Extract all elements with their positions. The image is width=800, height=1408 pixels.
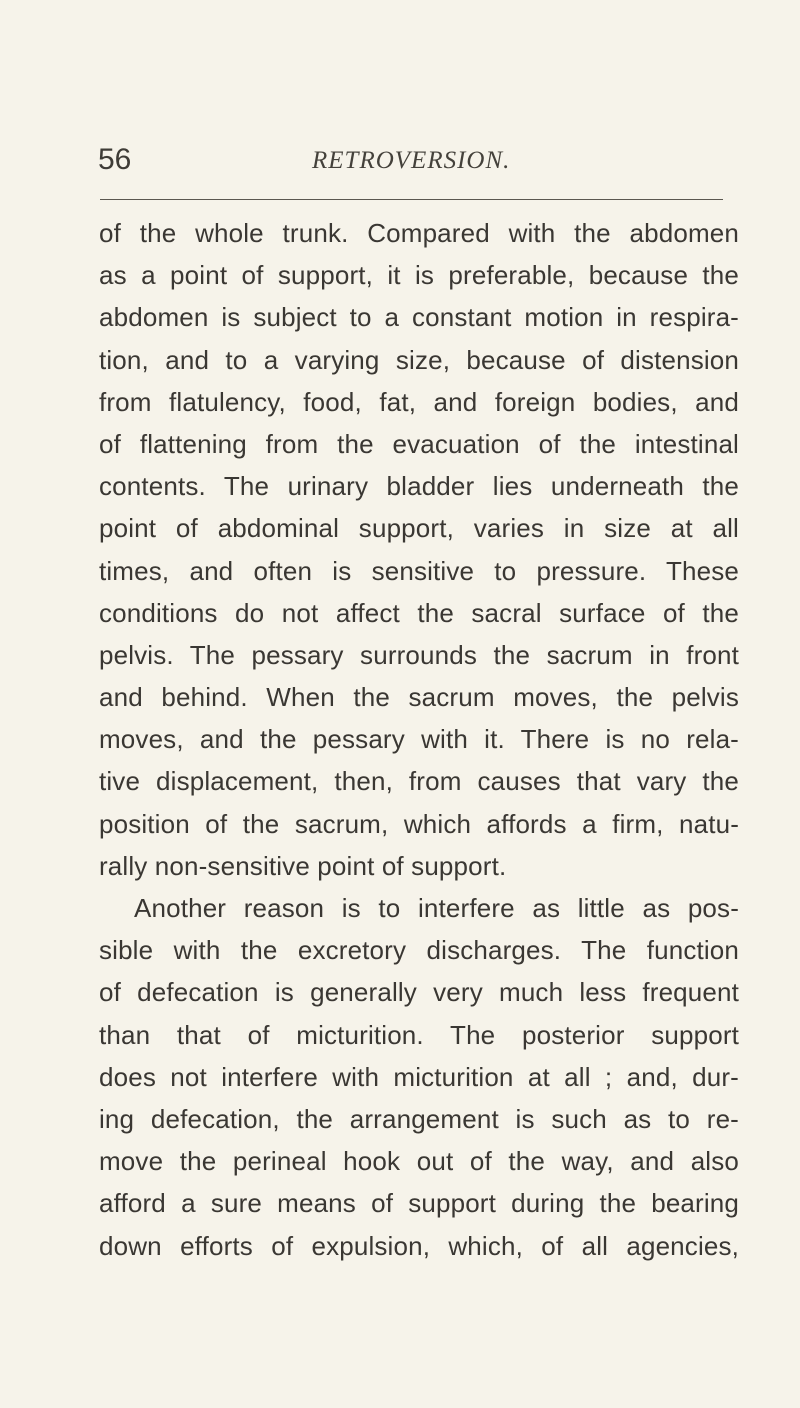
- text-line: position of the sacrum, which affords a firm, natu-: [99, 808, 739, 839]
- page-number: 56: [98, 143, 132, 176]
- text-line: of flattening from the evacuation of the intestinal: [99, 428, 739, 459]
- text-line: tive displacement, then, from causes that vary the: [99, 766, 739, 797]
- text-line: and behind. When the sacrum moves, the pelvis: [99, 682, 739, 713]
- text-line: times, and often is sensitive to pressure. These: [99, 555, 739, 586]
- text-line: from flatulency, food, fat, and foreign bodies, and: [99, 386, 739, 417]
- paragraph-start-line: Another reason is to interfere as little as pos-: [134, 893, 739, 923]
- text-line: sible with the excretory discharges. The function: [99, 935, 739, 966]
- text-line: move the perineal hook out of the way, and also: [99, 1146, 739, 1177]
- text-line: moves, and the pessary with it. There is no rela-: [99, 724, 739, 755]
- body-text: [99, 212, 739, 1267]
- text-line: afford a sure means of support during the bearing: [99, 1188, 739, 1219]
- text-line: of defecation is generally very much less frequent: [99, 977, 739, 1008]
- text-line: point of abdominal support, varies in size at all: [99, 513, 739, 544]
- text-line: ing defecation, the arrangement is such as to re-: [99, 1103, 739, 1134]
- text-line: contents. The urinary bladder lies underneath the: [99, 471, 739, 502]
- running-title: RETROVERSION.: [312, 147, 511, 174]
- text-line: conditions do not affect the sacral surface of the: [99, 597, 739, 628]
- paragraph-end-line: rally non-sensitive point of support.: [99, 850, 507, 881]
- text-line: of the whole trunk. Compared with the abdomen: [99, 218, 739, 248]
- text-line: does not interfere with micturition at all ; and, dur-: [99, 1061, 739, 1092]
- text-line: than that of micturition. The posterior support: [99, 1019, 739, 1050]
- text-line: as a point of support, it is preferable, because the: [99, 260, 739, 291]
- text-line: pelvis. The pessary surrounds the sacrum in front: [99, 639, 739, 670]
- text-line: tion, and to a varying size, because of distension: [99, 344, 739, 375]
- text-line: down efforts of expulsion, which, of all agencies,: [99, 1230, 739, 1261]
- header-rule: [100, 199, 723, 200]
- text-line: abdomen is subject to a constant motion in respira-: [99, 302, 739, 333]
